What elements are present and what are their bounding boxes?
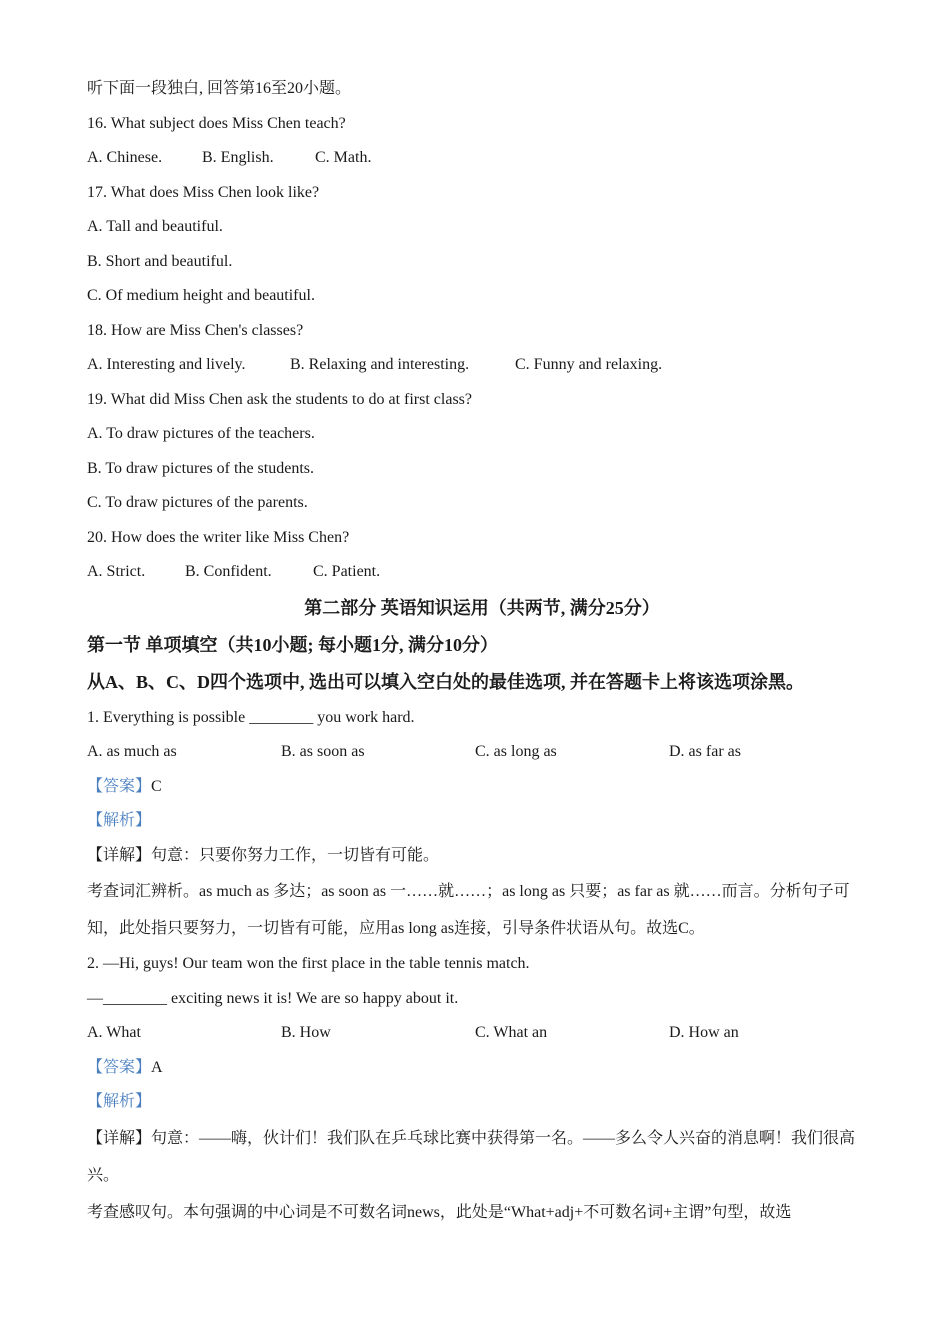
mcq-1-detail — [87, 839, 877, 874]
question-19-stem: 19. What did Miss Chen ask the students to do at first class? — [87, 390, 472, 408]
mcq-2-answer — [87, 1051, 877, 1086]
answer-tag: 【答案】 — [87, 1058, 152, 1076]
mcq-1-explanation: 考查词汇辨析。as much as 多达；as soon as 一……就……；as long as 只要；as far as 就……而言。分析句子可知，此处指只要努力，一切皆有可能，应用as long as连接，引导条件状语从句。故选C。 — [87, 883, 850, 937]
option-b: B. Confident. — [185, 563, 272, 580]
question-16-stem: 16. What subject does Miss Chen teach? — [87, 114, 346, 132]
question-18-options — [87, 348, 877, 383]
answer-tag: 【答案】 — [87, 777, 152, 795]
option-c: C. To draw pictures of the parents. — [87, 494, 308, 511]
option-a: A. Strict. — [87, 563, 146, 580]
section1-title: 第一节 单项填空（共10小题; 每小题1分, 满分10分） — [87, 634, 498, 655]
answer-value: C — [151, 777, 162, 795]
answer-value: A — [151, 1058, 163, 1076]
mcq-2-explanation: 考查感叹句。本句强调的中心词是不可数名词news，此处是“What+adj+不可数名词+主谓”句型，故选 — [87, 1203, 792, 1221]
option-d: D. as far as — [669, 743, 741, 760]
mcq-1-answer — [87, 770, 877, 805]
detail-text: 句意：——嗨，伙计们！我们队在乒乓球比赛中获得第一名。——多么令人兴奋的消息啊！我们很高兴。 — [87, 1129, 856, 1184]
mcq-2-detail — [87, 1120, 877, 1194]
option-b: B. How — [281, 1024, 331, 1041]
option-a: A. Interesting and lively. — [87, 356, 246, 373]
option-b: B. Short and beautiful. — [87, 252, 233, 270]
option-a: A. What — [87, 1024, 141, 1041]
option-a: A. as much as — [87, 743, 177, 760]
part2-title: 第二部分 英语知识运用（共两节, 满分25分） — [304, 597, 660, 618]
option-b: B. To draw pictures of the students. — [87, 459, 314, 477]
mcq-1-options — [87, 735, 877, 770]
option-b: B. as soon as — [281, 743, 365, 760]
question-16-options — [87, 141, 877, 176]
question-20-options — [87, 555, 877, 590]
analysis-tag: 【解析】 — [87, 812, 152, 829]
mcq-2-stem-reply: —________ exciting news it is! We are so happy about it. — [87, 989, 459, 1007]
mcq-2-stem: 2. —Hi, guys! Our team won the first place in the table tennis match. — [87, 955, 530, 972]
option-c: C. Patient. — [313, 563, 381, 580]
analysis-tag: 【解析】 — [87, 1093, 152, 1110]
option-b: B. English. — [202, 149, 274, 166]
option-a: A. To draw pictures of the teachers. — [87, 425, 315, 442]
option-a: A. Tall and beautiful. — [87, 218, 223, 235]
option-b: B. Relaxing and interesting. — [290, 356, 470, 373]
mcq-1-stem: 1. Everything is possible ________ you work hard. — [87, 708, 415, 726]
option-c: C. Math. — [315, 149, 372, 166]
option-c: C. as long as — [475, 743, 557, 760]
option-c: C. What an — [475, 1024, 548, 1041]
option-d: D. How an — [669, 1024, 739, 1041]
option-c: C. Funny and relaxing. — [515, 356, 663, 373]
question-20-stem: 20. How does the writer like Miss Chen? — [87, 528, 350, 546]
option-a: A. Chinese. — [87, 149, 163, 166]
document-page — [87, 72, 877, 1231]
listening-intro: 听下面一段独白, 回答第16至20小题。 — [87, 80, 352, 97]
detail-text: 句意：只要你努力工作，一切皆有可能。 — [151, 846, 440, 864]
mcq-2-options — [87, 1016, 877, 1051]
section1-instruction: 从A、B、C、D四个选项中, 选出可以填入空白处的最佳选项, 并在答题卡上将该选项涂黑。 — [87, 671, 804, 692]
question-18-stem: 18. How are Miss Chen's classes? — [87, 321, 304, 339]
detail-tag: 【详解】 — [87, 1129, 152, 1147]
mcq-2-analysis — [87, 1085, 877, 1120]
mcq-1-analysis — [87, 804, 877, 839]
option-c: C. Of medium height and beautiful. — [87, 287, 315, 304]
detail-tag: 【详解】 — [87, 846, 152, 864]
question-17-stem: 17. What does Miss Chen look like? — [87, 183, 320, 201]
